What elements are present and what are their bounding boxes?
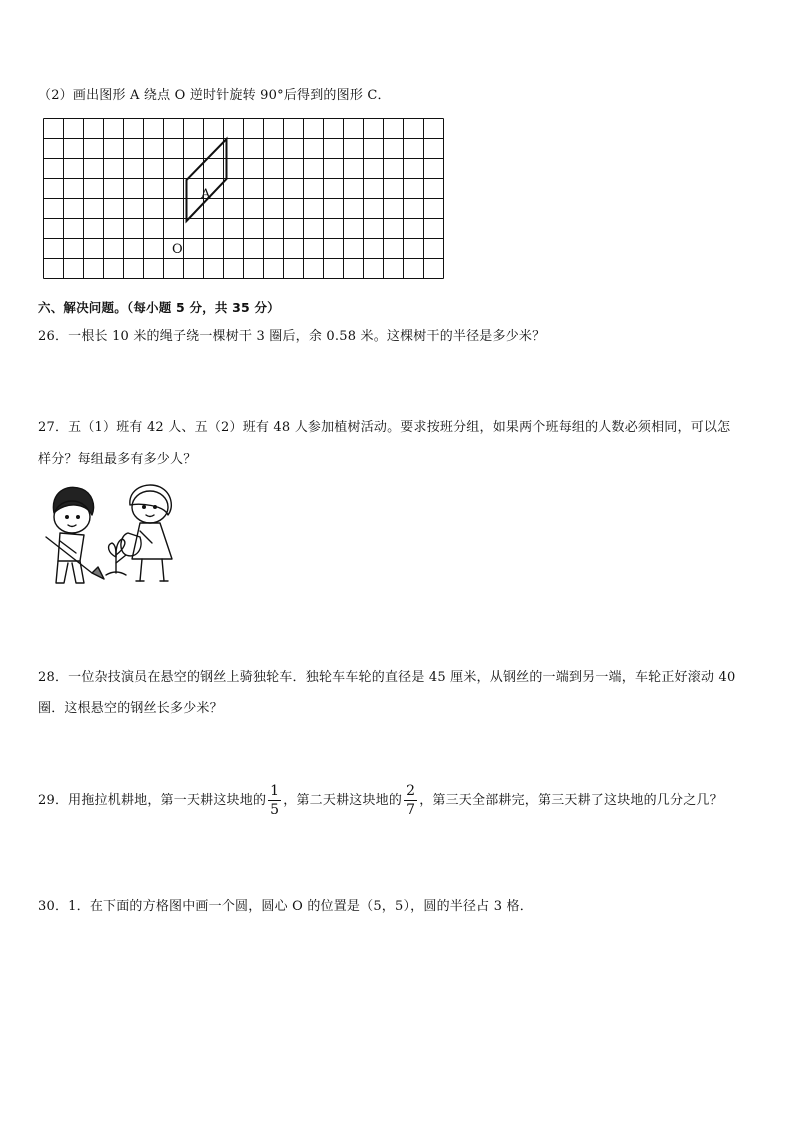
section-heading: 六、解决问题。（每小题 5 分，共 35 分） xyxy=(38,300,280,315)
question-29-part1: 29．用拖拉机耕地，第一天耕这块地的 xyxy=(38,793,267,808)
question-30: 30．1．在下面的方格图中画一个圆，圆心 O 的位置是（5，5），圆的半径占 3 格． xyxy=(38,899,533,914)
girl-hair xyxy=(130,485,171,515)
question-26: 26．一根长 10 米的绳子绕一棵树干 3 圈后，余 0.58 米。这棵树干的半径是多少米？ xyxy=(38,329,546,344)
point-o-label: O xyxy=(172,242,183,257)
question-27-line1: 27．五（1）班有 42 人、五（2）班有 48 人参加植树活动。要求按班分组，如果两个班每组的人数必须相同，可以怎 xyxy=(38,420,731,435)
fraction-two-sevenths: $\frac{2}{7}$ xyxy=(406,783,416,818)
fraction-one-fifth: $\frac{1}{5}$ xyxy=(270,783,280,818)
question-27-line2: 样分？每组最多有多少人？ xyxy=(38,452,197,467)
shape-a-label: A xyxy=(201,187,211,202)
rotation-grid xyxy=(43,118,445,284)
question-28-line2: 圈．这根悬空的钢丝长多少米？ xyxy=(38,701,223,716)
part2-instruction: （2）画出图形 A 绕点 O 逆时针旋转 90°后得到的图形 C． xyxy=(38,88,391,103)
tree-planting-illustration xyxy=(36,483,186,589)
question-28-line1: 28．一位杂技演员在悬空的钢丝上骑独轮车．独轮车车轮的直径是 45 厘米，从钢丝的一端到另一端，车轮正好滚动 40 xyxy=(38,670,736,685)
question-29-part3: ，第三天全部耕完，第三天耕了这块地的几分之几？ xyxy=(419,793,723,808)
boy-head xyxy=(54,501,90,533)
shape-a-parallelogram xyxy=(187,139,227,221)
girl-dress xyxy=(132,523,172,559)
question-29-part2: ，第二天耕这块地的 xyxy=(283,793,403,808)
question-29 xyxy=(38,784,723,817)
